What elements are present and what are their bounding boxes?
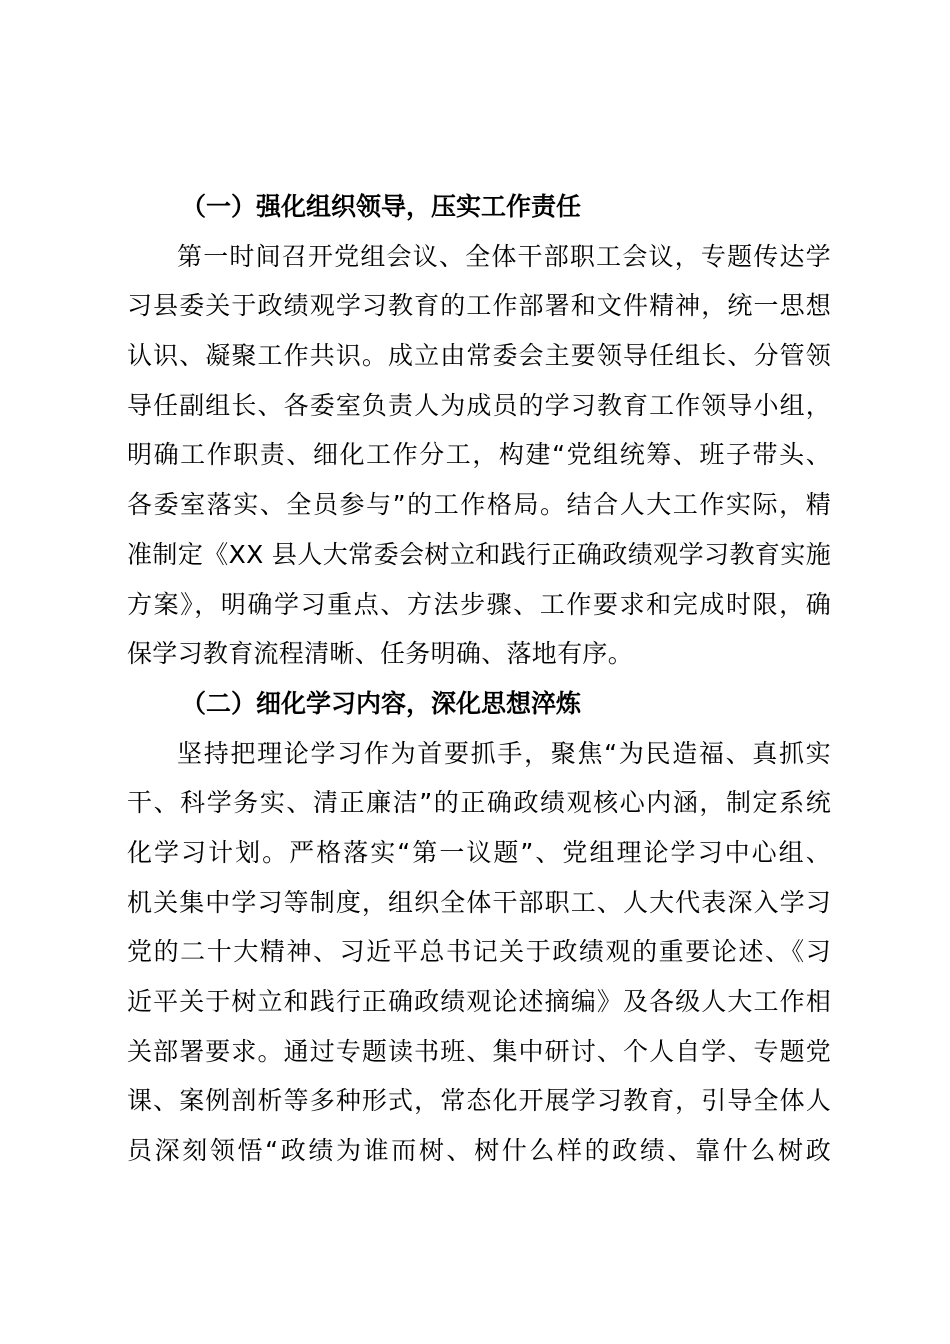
section-1-heading: （一）强化组织领导，压实工作责任	[181, 192, 582, 221]
paragraph-line: 方案》，明确学习重点、方法步骤、工作要求和完成时限，确	[127, 589, 831, 619]
paragraph-line: 保学习教育流程清晰、任务明确、落地有序。	[127, 639, 634, 669]
paragraph-line: 坚持把理论学习作为首要抓手，聚焦“为民造福、真抓实	[177, 738, 831, 768]
paragraph-line: 化学习计划。严格落实“第一议题”、党组理论学习中心组、	[127, 837, 831, 867]
paragraph-line: 第一时间召开党组会议、全体干部职工会议，专题传达学	[177, 241, 831, 271]
document-body	[127, 182, 831, 1176]
paragraph-line: 各委室落实、全员参与”的工作格局。结合人大工作实际，精	[127, 490, 831, 520]
paragraph-line: 导任副组长、各委室负责人为成员的学习教育工作领导小组，	[127, 390, 831, 420]
paragraph-line: 认识、凝聚工作共识。成立由常委会主要领导任组长、分管领	[127, 341, 831, 371]
paragraph-line: 课、案例剖析等多种形式，常态化开展学习教育，引导全体人	[127, 1086, 831, 1116]
paragraph-line: 明确工作职责、细化工作分工，构建“党组统筹、班子带头、	[127, 440, 831, 470]
section-1-paragraph	[127, 232, 831, 679]
paragraph-line: 员深刻领悟“政绩为谁而树、树什么样的政绩、靠什么树政	[127, 1136, 831, 1166]
paragraph-line: 近平关于树立和践行正确政绩观论述摘编》及各级人大工作相	[127, 987, 831, 1017]
paragraph-line: 机关集中学习等制度，组织全体干部职工、人大代表深入学习	[127, 887, 831, 917]
paragraph-line: 党的二十大精神、习近平总书记关于政绩观的重要论述、《习	[127, 937, 831, 967]
section-2-paragraph	[127, 729, 831, 1176]
paragraph-line: 习县委关于政绩观学习教育的工作部署和文件精神，统一思想	[127, 291, 831, 321]
section-2-heading: （二）细化学习内容，深化思想淬炼	[181, 688, 582, 718]
paragraph-line: 关部署要求。通过专题读书班、集中研讨、个人自学、专题党	[127, 1036, 831, 1066]
paragraph-line: 准制定《XX 县人大常委会树立和践行正确政绩观学习教育实施	[127, 539, 831, 569]
paragraph-line: 干、科学务实、清正廉洁”的正确政绩观核心内涵，制定系统	[127, 788, 831, 818]
